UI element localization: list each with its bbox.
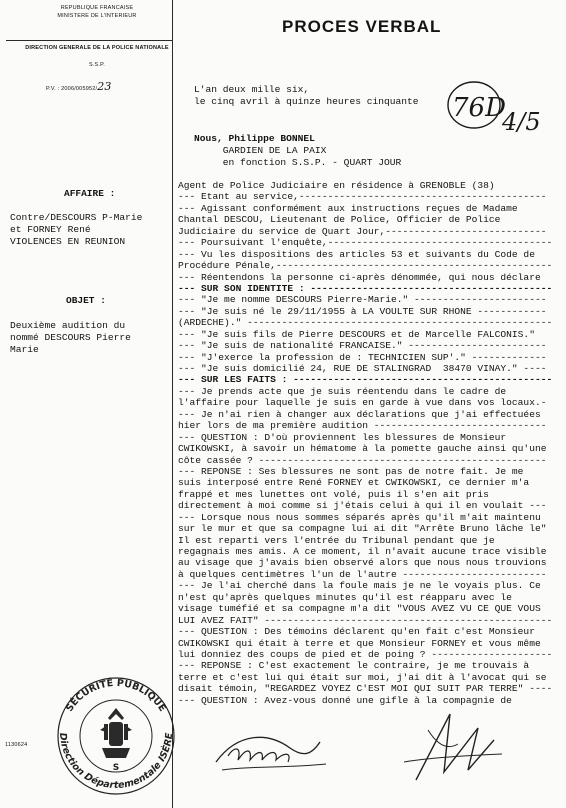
statement-line: --- Poursuivant l'enquête,---------------------------------------: [178, 237, 553, 249]
statement-line: --- "J'exerce la profession de : TECHNICIEN SUP'." -------------: [178, 351, 547, 363]
pv-number-handwritten: 23: [97, 80, 112, 93]
ministry-header: MINISTERE DE L'INTERIEUR: [57, 13, 137, 19]
header-divider: [6, 40, 172, 41]
statement-line: au visage que j'avais bien observé alors que nous nous trouvions: [178, 557, 547, 569]
statement-line: disait témoin, "REGARDEZ VOYEZ C'EST MOI QUI SUIT PAR TERRE" ----: [178, 683, 553, 695]
statement-line: sur le mur et que sa compagne lui ai dit "Arrête Bruno lâche le": [178, 523, 547, 535]
stamp-bottom-text: Direction Départementale ISÈRE: [56, 732, 176, 792]
statement-line: regagnais mes amis. A ce moment, il n'avait aucune trace visible: [178, 546, 547, 557]
stamp-top-text: SÉCURITÉ PUBLIQUE: [64, 677, 168, 714]
statement-line: Agent de Police Judiciaire en résidence à GRENOBLE (38): [178, 180, 495, 191]
statement-line: --- "Je suis domicilié 24, RUE DE STALINGRAD 38470 VINAY." ----: [178, 363, 547, 374]
intro-date-line-2: le cinq avril à quinze heures cinquante: [194, 96, 419, 107]
stamp-center-letter: S: [112, 763, 120, 773]
statement-line: hier lors de ma première audition ------------------------------: [178, 420, 547, 432]
statement-line: --- REPONSE : C'est exactement le contraire, je me trouvais à: [178, 660, 530, 672]
statement-line: --- Etant au service,-------------------------------------------: [178, 191, 547, 203]
statement-line: à quelques centimètres l'un de l'autre -------------------------: [178, 568, 547, 580]
stamp-emblem: [100, 708, 132, 758]
statement-line: CWIKOWSKI, à savoir un hématome à la pomette gauche ainsi qu'une: [178, 443, 547, 455]
direction-header: DIRECTION GENERALE DE LA POLICE NATIONALE: [25, 45, 169, 51]
statement-line: --- SUR SON IDENTITE : ------------------------------------------: [178, 282, 553, 294]
statement-body: [178, 180, 562, 706]
statement-line: Il est reparti vers l'entrée du Tribunal pendant que je: [178, 534, 495, 546]
intro-date-line-1: L'an deux mille six,: [194, 84, 310, 95]
statement-line: --- "Je suis de nationalité FRANCAISE." ------------------------: [178, 340, 547, 352]
statement-line: (ARDECHE)." -----------------------------------------------------: [178, 317, 553, 329]
statement-line: Chantal DESCOU, Lieutenant de Police, Officier de Police: [178, 214, 501, 226]
affaire-line-3: VIOLENCES EN REUNION: [10, 236, 126, 247]
statement-line: --- REPONSE : Ses blessures ne sont pas de notre fait. Je me: [178, 465, 524, 477]
statement-line: --- Agissant conformément aux instructions reçues de Madame: [178, 202, 518, 214]
statement-line: --- "Je me nomme DESCOURS Pierre-Marie." -----------------------: [178, 294, 547, 306]
officer-rank: GARDIEN DE LA PAIX: [194, 145, 327, 156]
pv-number: [46, 80, 112, 93]
statement-line: directement à moi comme si j'étais celui à qui il en voulait ---: [178, 500, 547, 512]
statement-line: suis interposé entre René FORNEY et CWIKOWSKI, ce dernier m'a: [178, 477, 530, 489]
statement-line: --- Vu les dispositions des articles 53 et suivants du Code de: [178, 248, 535, 260]
statement-line: --- Je n'ai rien à changer aux déclarations que j'ai effectuées: [178, 408, 541, 420]
page-title: PROCES VERBAL: [282, 17, 442, 36]
officer-name: Nous, Philippe BONNEL: [194, 133, 315, 144]
statement-line: n'est qu'après quelques minutes qu'il est réapparu avec le: [178, 591, 512, 603]
republic-header: REPUBLIQUE FRANCAISE: [60, 5, 134, 11]
statement-line: --- Réentendons la personne ci-après dénommée, qui nous déclare: [178, 271, 541, 283]
statement-line: LUI AVEZ FAIT" --------------------------------------------------: [178, 614, 553, 626]
statement-line: frappé et mes lunettes ont volé, puis il s'en ait pris: [178, 488, 489, 500]
pv-number-text: P.V. : 2006/005952/: [46, 86, 98, 92]
officer-function: en fonction S.S.P. - QUART JOUR: [194, 157, 402, 168]
statement-line: --- QUESTION : D'où proviennent les blessures de Monsieur: [178, 431, 507, 443]
affaire-line-1: Contre/DESCOURS P-Marie: [10, 212, 143, 223]
statement-line: visage tuméfié et sa compagne m'a dit "VOUS AVEZ VU CE QUE VOUS: [178, 603, 541, 615]
statement-line: --- QUESTION : Avez-vous donné une gifle à la compagnie de: [178, 694, 512, 706]
objet-label: OBJET :: [66, 295, 106, 306]
objet-line-1: Deuxième audition du: [10, 320, 126, 331]
statement-line: lui donniez des coups de pied et de poing ? ---------------------: [178, 648, 553, 660]
objet-line-2: nommé DESCOURS Pierre: [10, 332, 131, 343]
service-header: S.S.P.: [88, 62, 106, 68]
official-stamp: [46, 672, 186, 796]
affaire-line-2: et FORNEY René: [10, 224, 91, 235]
affaire-label: AFFAIRE :: [64, 188, 116, 199]
statement-line: CWIKOWSKI qui était à terre et que Monsieur FORNEY et vous même: [178, 637, 541, 649]
handwritten-annotation: [440, 72, 556, 142]
statement-line: l'affaire pour laquelle je suis en garde à vue dans vos locaux.-: [178, 397, 547, 409]
statement-line: --- Je l'ai cherché dans la foule mais je ne le voyais plus. Ce: [178, 580, 541, 592]
statement-line: --- Lorsque nous nous sommes séparés après qu'il m'ait maintenu: [178, 511, 541, 523]
statement-line: Procédure Pénale,------------------------------------------------: [178, 260, 553, 272]
signature-1: [208, 712, 338, 788]
footer-code: 1130624: [5, 742, 28, 748]
statement-line: côte cassée ? --------------------------------------------------: [178, 454, 547, 466]
signature-2: [398, 700, 508, 788]
annotation-circled-number: 76D: [452, 93, 506, 123]
statement-line: --- QUESTION : Des témoins déclarent qu'en fait c'est Monsieur: [178, 626, 535, 638]
statement-line: --- "Je suis fils de Pierre DESCOURS et de Marcelle FALCONIS.": [178, 328, 535, 340]
statement-line: Judiciaire du service de Quart Jour,----------------------------: [178, 225, 547, 237]
statement-line: --- "Je suis né le 29/11/1955 à LA VOULTE SUR RHONE ------------: [178, 305, 547, 317]
statement-line: terre et c'est lui qui était sur moi, j'ai dit à l'avocat qui se: [178, 671, 547, 683]
statement-line: --- Je prends acte que je suis réentendu dans le cadre de: [178, 385, 507, 397]
statement-line: --- SUR LES FAITS : ---------------------------------------------: [178, 374, 553, 386]
objet-line-3: Marie: [10, 344, 39, 355]
annotation-fraction: 4/5: [502, 108, 541, 136]
